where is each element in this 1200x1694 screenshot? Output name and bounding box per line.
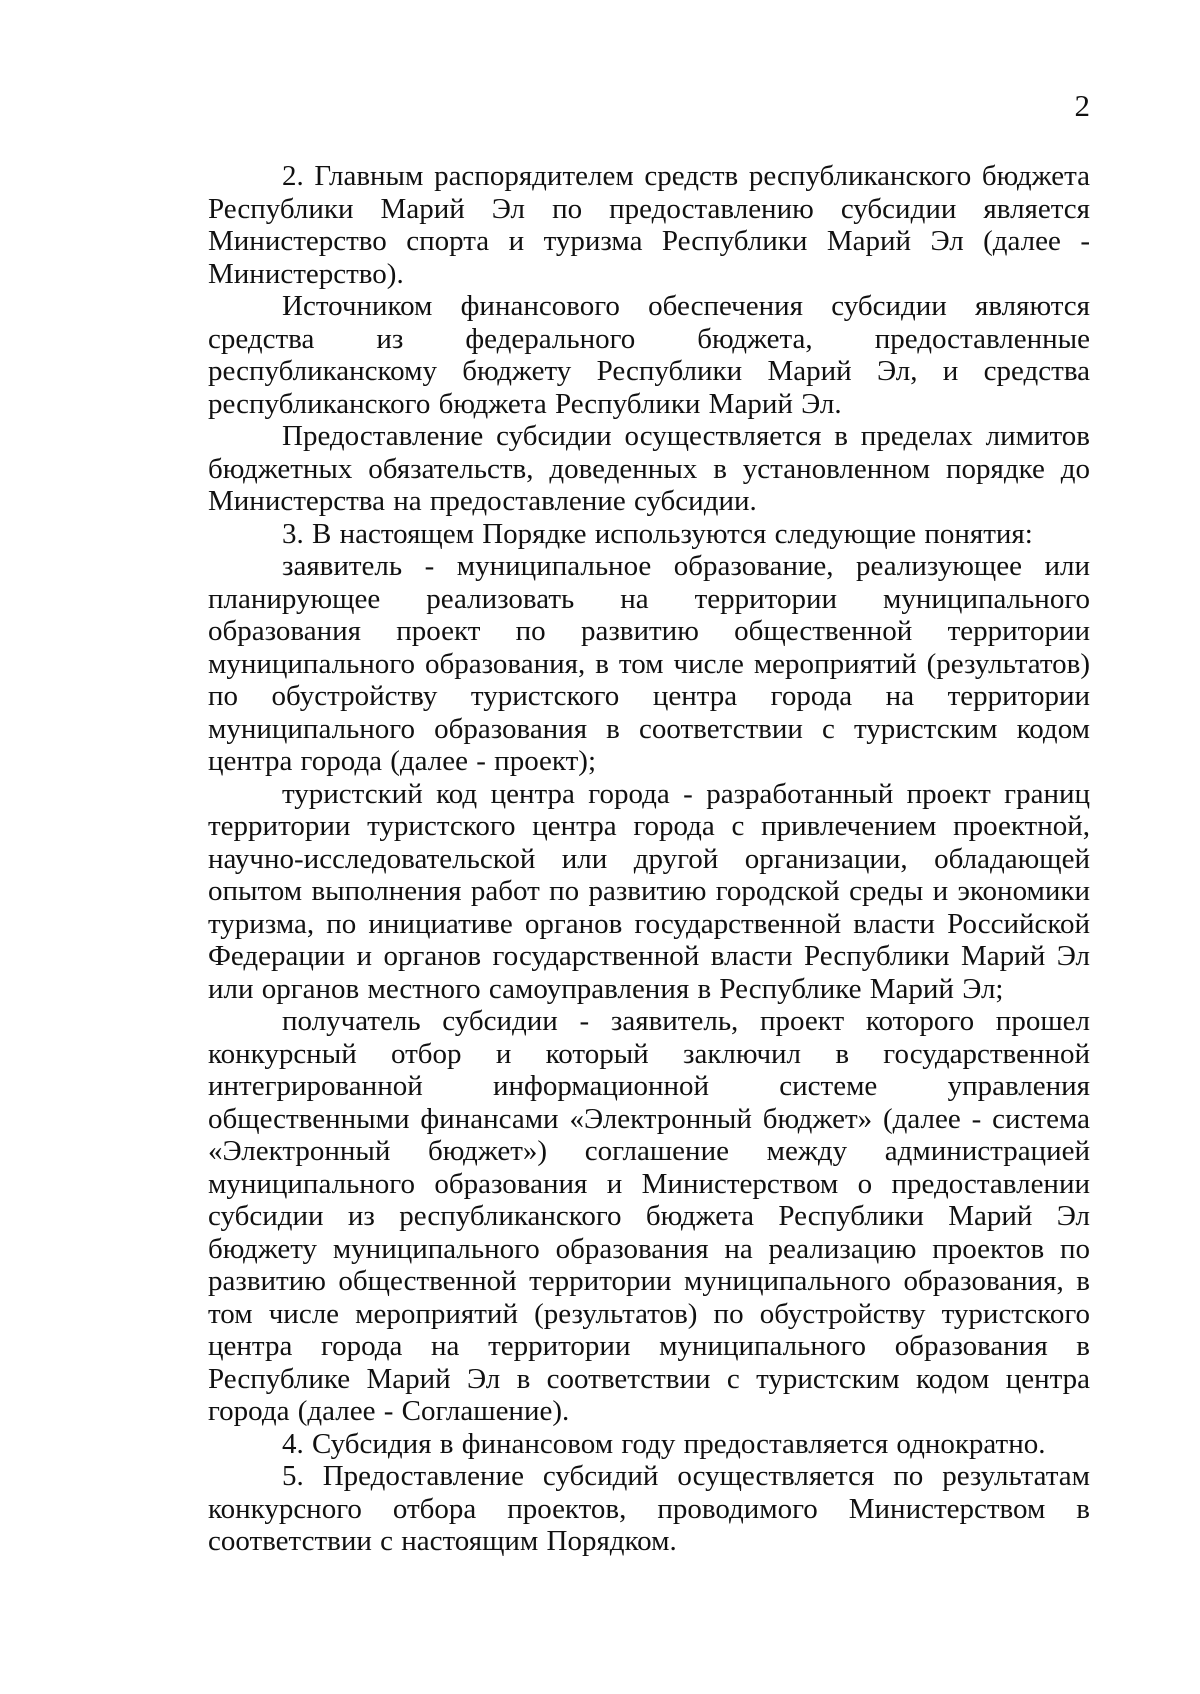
paragraph-one-time-subsidy: 4. Субсидия в финансовом году предоставляется однократно.	[282, 1427, 1046, 1460]
paragraph-definition-recipient: получатель субсидии - заявитель, проект которого прошел конкурсный отбор и который заключил в государственной интегрированной информационной системе управления общественными финансами «Электронный бюджет» (далее - система «Электронный бюджет») соглашение между администрацией муниципального образования и Министерством о предоставлении субсидии из республиканского бюджета Республики Марий Эл бюджету муниципального образования на реализацию проектов по развитию общественной территории муниципального образования, в том числе мероприятий (результатов) по обустройству туристского центра города на территории муниципального образования в Республике Марий Эл в соответствии с туристским кодом центра города (далее - Соглашение).	[208, 1005, 1090, 1427]
paragraph-funding-source: Источником финансового обеспечения субсидии являются средства из федерального бюджета, предоставленные республиканскому бюджету Республики Марий Эл, и средства республиканского бюджета Республики Марий Эл.	[208, 290, 1090, 420]
paragraph-main-administrator: 2. Главным распорядителем средств республиканского бюджета Республики Марий Эл по предоставлению субсидии является Министерство спорта и туризма Республики Марий Эл (далее - Министерство).	[208, 160, 1090, 290]
paragraph-definition-tourist-code: туристский код центра города - разработанный проект границ территории туристского центра города с привлечением проектной, научно-исследовательской или другой организации, обладающей опытом выполнения работ по развитию городской среды и экономики туризма, по инициативе органов государственной власти Российской Федерации и органов государственной власти Республики Марий Эл или органов местного самоуправления в Республике Марий Эл;	[208, 777, 1090, 1005]
page-number: 2	[1074, 88, 1090, 123]
paragraph-budget-limits: Предоставление субсидии осуществляется в пределах лимитов бюджетных обязательств, доведенных в установленном порядке до Министерства на предоставление субсидии.	[208, 420, 1090, 517]
paragraph-definition-applicant: заявитель - муниципальное образование, реализующее или планирующее реализовать на территории муниципального образования проект по развитию общественной территории муниципального образования, в том числе мероприятий (результатов) по обустройству туристского центра города на территории муниципального образования в соответствии с туристским кодом центра города (далее - проект);	[208, 550, 1090, 777]
document-body	[208, 160, 1090, 1558]
paragraph-competitive-selection: 5. Предоставление субсидий осуществляется по результатам конкурсного отбора проектов, проводимого Министерством в соответствии с настоящим Порядком.	[208, 1460, 1090, 1557]
paragraph-definitions-intro: 3. В настоящем Порядке используются следующие понятия:	[282, 517, 1033, 550]
